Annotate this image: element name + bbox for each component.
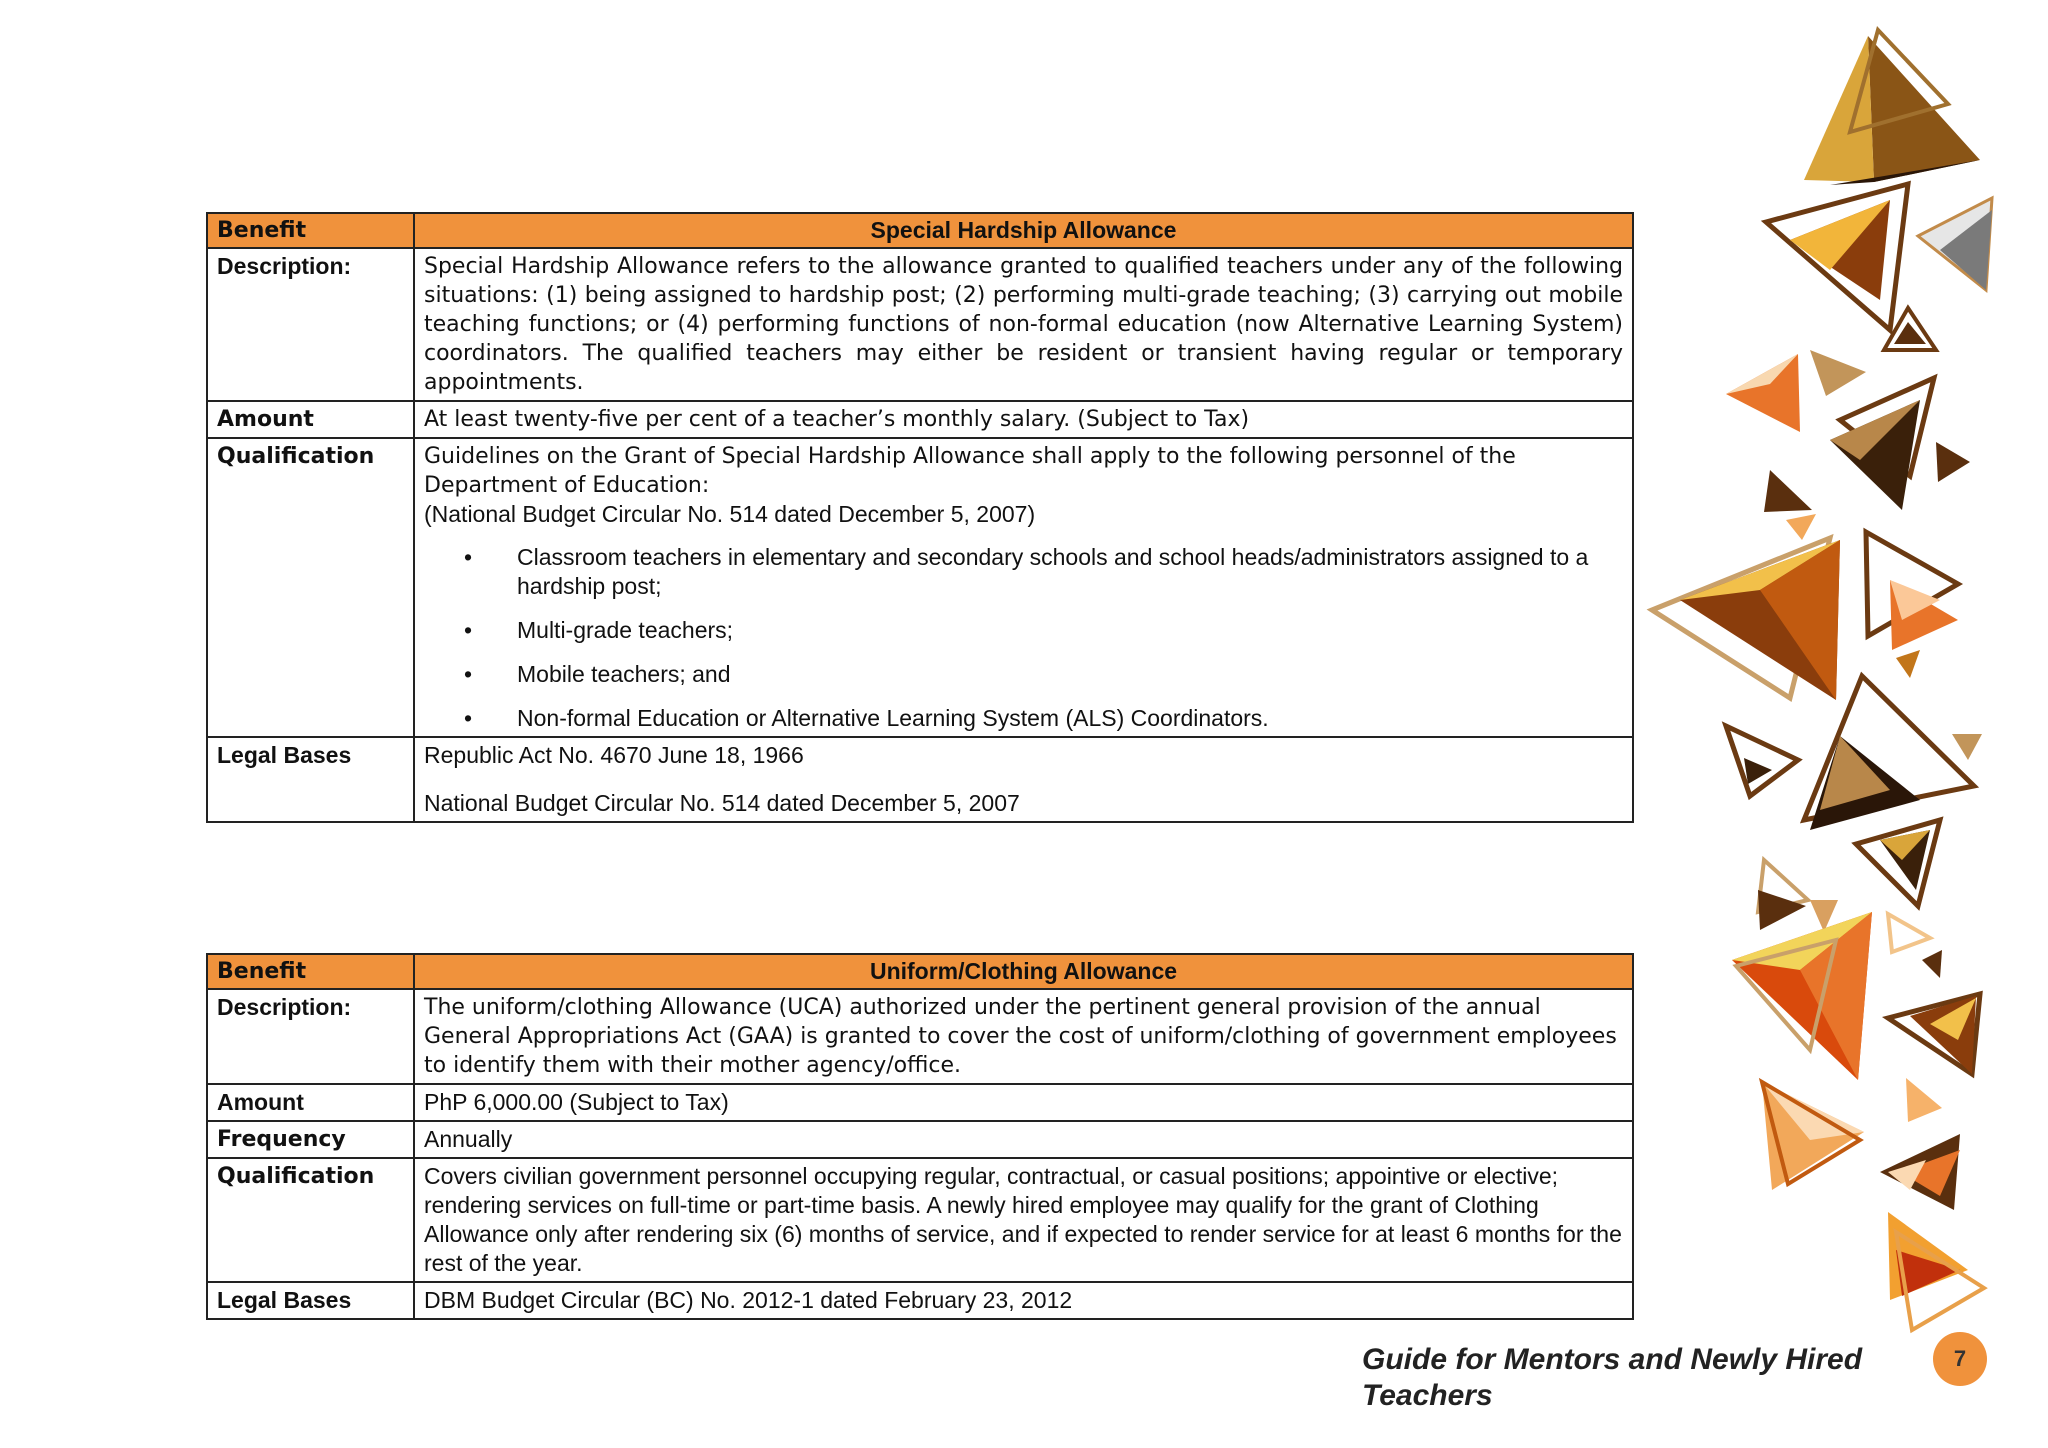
triangle-shape — [1786, 514, 1816, 540]
benefit-title: Special Hardship Allowance — [414, 213, 1633, 248]
benefit-label: Benefit — [207, 954, 414, 989]
description-row — [207, 989, 1633, 1084]
benefit-title: Uniform/Clothing Allowance — [414, 954, 1633, 989]
list-item: • Multi-grade teachers; — [464, 617, 734, 643]
legal-bases-row — [207, 1282, 1633, 1319]
triangle-shape — [1804, 36, 1874, 182]
legal-basis-item: Republic Act No. 4670 June 18, 1966 — [424, 742, 804, 768]
bullet-icon: • — [464, 661, 473, 687]
qualification-intro: Guidelines on the Grant of Special Hardship Allowance shall apply to the following personnel of the Department of Education: — [424, 444, 1516, 498]
amount-text: At least twenty-five per cent of a teacher’s monthly salary. (Subject to Tax) — [414, 401, 1633, 438]
qualification-circular: (National Budget Circular No. 514 dated December 5, 2007) — [424, 501, 1036, 527]
description-label: Description: — [207, 989, 414, 1084]
page-number-badge: 7 — [1933, 1332, 1987, 1386]
triangle-shape — [1726, 354, 1800, 432]
amount-label: Amount — [207, 401, 414, 438]
triangle-shape — [1726, 726, 1798, 796]
amount-row — [207, 1084, 1633, 1121]
triangle-shape — [1810, 350, 1866, 396]
description-row — [207, 248, 1633, 401]
footer-title: Guide for Mentors and Newly Hired Teachers — [1362, 1343, 1863, 1412]
qualification-row — [207, 438, 1633, 737]
bullet-icon: • — [464, 617, 473, 643]
benefit-label: Benefit — [207, 213, 414, 248]
triangle-shape — [1764, 470, 1812, 512]
triangle-shape — [1888, 914, 1930, 952]
triangle-shape — [1758, 890, 1806, 930]
legal-bases-label: Legal Bases — [207, 1282, 414, 1319]
frequency-label: Frequency — [207, 1121, 414, 1158]
special-hardship-allowance-table — [206, 212, 1634, 823]
amount-text: PhP 6,000.00 (Subject to Tax) — [414, 1084, 1633, 1121]
list-item: • Mobile teachers; and — [464, 661, 731, 687]
amount-row — [207, 401, 1633, 438]
qualification-label: Qualification — [207, 438, 414, 737]
list-item: • Non-formal Education or Alternative Learning System (ALS) Coordinators. — [464, 705, 1269, 731]
triangle-shape — [1896, 650, 1920, 678]
legal-bases-label: Legal Bases — [207, 737, 414, 822]
triangle-shape — [1936, 442, 1970, 482]
triangle-shape — [1906, 1078, 1942, 1122]
description-text: The uniform/clothing Allowance (UCA) authorized under the pertinent general provision of the annual General Appropriations Act (GAA) is granted to cover the cost of uniform/clothing of government employees to identify them with their mother agency/office. — [414, 989, 1633, 1084]
list-item: • Classroom teachers in elementary and secondary schools and school heads/administrators assigned to a hardship post; — [464, 544, 1589, 599]
legal-bases-text: DBM Budget Circular (BC) No. 2012-1 dated February 23, 2012 — [414, 1282, 1633, 1319]
qualification-label: Qualification — [207, 1158, 414, 1282]
qualification-row — [207, 1158, 1633, 1282]
bullet-icon: • — [464, 705, 473, 731]
triangle-shape — [1922, 950, 1942, 978]
table-header-row — [207, 954, 1633, 989]
description-label: Description: — [207, 248, 414, 401]
legal-bases-cell — [414, 737, 1633, 822]
frequency-text: Annually — [414, 1121, 1633, 1158]
uniform-clothing-allowance-table — [206, 953, 1634, 1320]
legal-basis-item: National Budget Circular No. 514 dated December 5, 2007 — [424, 790, 1020, 816]
amount-label: Amount — [207, 1084, 414, 1121]
triangle-shape — [1952, 734, 1982, 760]
qualification-list — [424, 543, 1623, 733]
description-text: Special Hardship Allowance refers to the allowance granted to qualified teachers under any of the following situations: (1) being assigned to hardship post; (2) performing multi-grade teaching; (3) carrying out mobile teaching functions; or (4) performing functions of non-formal education (now Alternative Learning System) coordinators. The qualified teachers may either be resident or transient having regular or temporary appointments. — [414, 248, 1633, 401]
decorative-triangles — [1640, 0, 2048, 1448]
qualification-text: Covers civilian government personnel occupying regular, contractual, or casual positions; appointive or elective; rendering services on full-time or part-time basis. A newly hired employee may qualify for the grant of Clothing Allowance only after rendering six (6) months of service, and if expected to render service for at least 6 months for the rest of the year. — [414, 1158, 1633, 1282]
legal-bases-row — [207, 737, 1633, 822]
table-header-row — [207, 213, 1633, 248]
bullet-icon: • — [464, 544, 473, 570]
qualification-cell — [414, 438, 1633, 737]
frequency-row — [207, 1121, 1633, 1158]
